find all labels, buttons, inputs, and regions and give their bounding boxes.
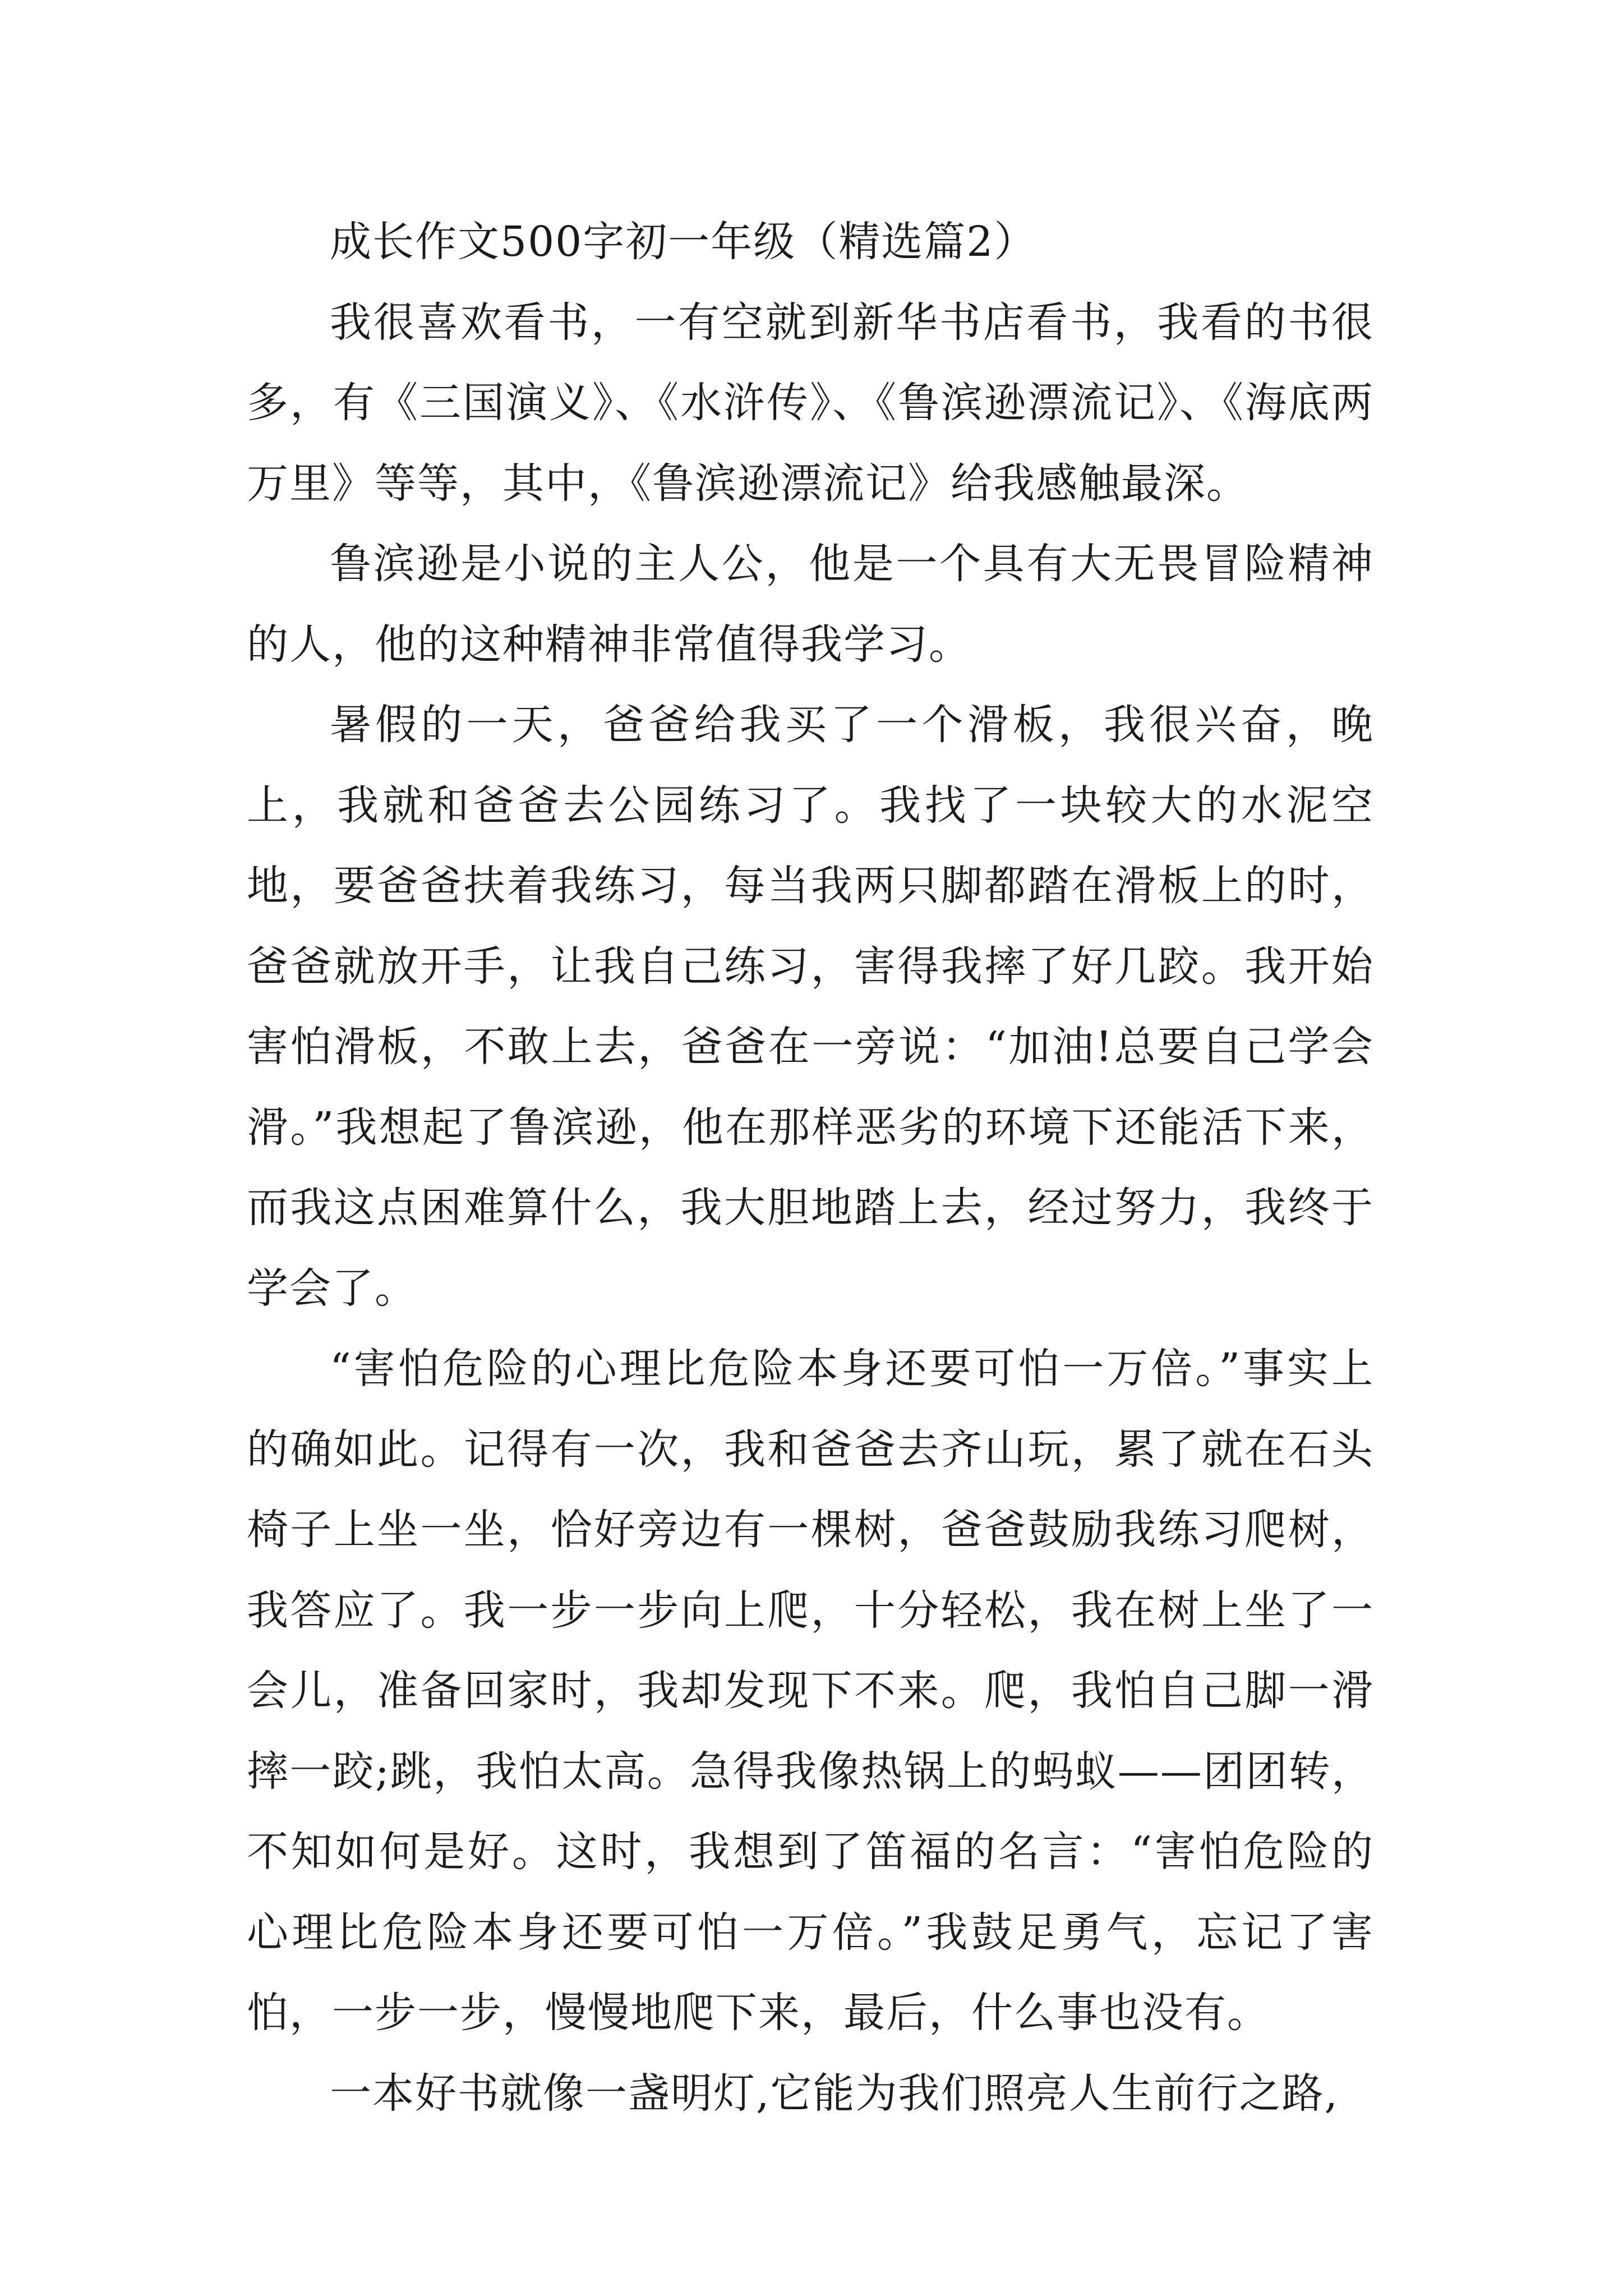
document-title: 成长作文500字初一年级（精选篇2） bbox=[330, 218, 1037, 266]
paragraph-1: 我很喜欢看书，一有空就到新华书店看书，我看的书很多，有《三国演义》、《水浒传》、《鲁滨逊漂流记》、《海底两万里》等等，其中，《鲁滨逊漂流记》给我感触最深。 bbox=[247, 298, 1374, 508]
paragraph-3: 暑假的一天，爸爸给我买了一个滑板，我很兴奋，晚上，我就和爸爸去公园练习了。我找了一块较大的水泥空地，要爸爸扶着我练习，每当我两只脚都踏在滑板上的时，爸爸就放开手，让我自己练习，害得我摔了好几跤。我开始害怕滑板，不敢上去，爸爸在一旁说：“加油!总要自己学会滑。”我想起了鲁滨逊，他在那样恶劣的环境下还能活下来，而我这点困难算什么，我大胆地踏上去，经过努力，我终于学会了。 bbox=[247, 701, 1374, 1313]
paragraph-5: 一本好书就像一盏明灯,它能为我们照亮人生前行之路, bbox=[330, 2069, 1339, 2118]
paragraph-2: 鲁滨逊是小说的主人公，他是一个具有大无畏冒险精神的人，他的这种精神非常值得我学习。 bbox=[247, 540, 1374, 669]
paragraph-4: “害怕危险的心理比危险本身还要可怕一万倍。”事实上的确如此。记得有一次，我和爸爸去齐山玩，累了就在石头椅子上坐一坐，恰好旁边有一棵树，爸爸鼓励我练习爬树，我答应了。我一步一步向上爬，十分轻松，我在树上坐了一会儿，准备回家时，我却发现下不来。爬，我怕自己脚一滑摔一跤;跳，我怕太高。急得我像热锅上的蚂蚁——团团转，不知如何是好。这时，我想到了笛福的名言：“害怕危险的心理比危险本身还要可怕一万倍。”我鼓足勇气，忘记了害怕，一步一步，慢慢地爬下来，最后，什么事也没有。 bbox=[247, 1345, 1374, 2037]
document-body bbox=[247, 202, 1374, 2134]
